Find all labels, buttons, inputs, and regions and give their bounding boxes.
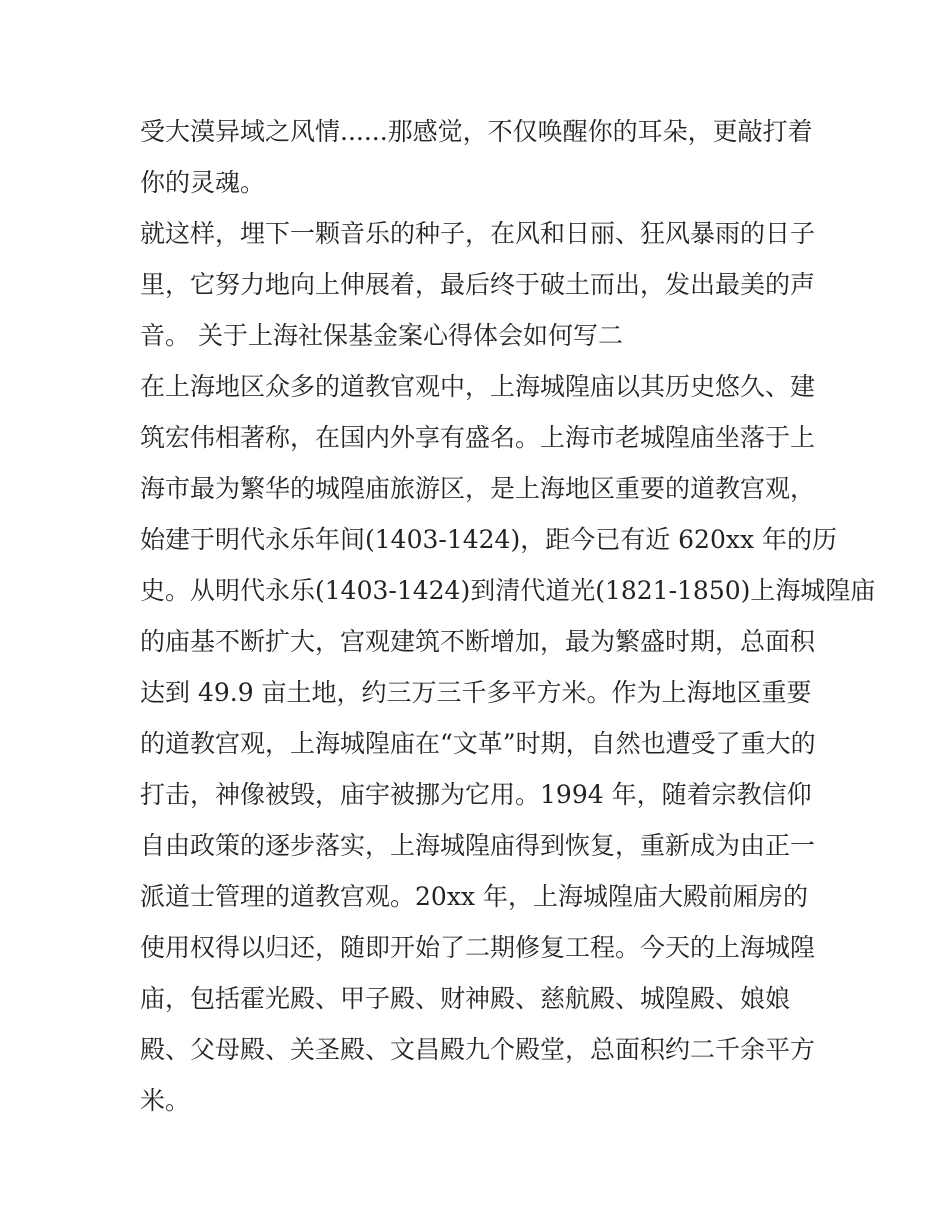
- text-line-2: 你的灵魂。: [140, 168, 266, 197]
- text-line-18: 庙，包括霍光殿、甲子殿、财神殿、慈航殿、城隍殿、娘娘: [140, 984, 791, 1013]
- text-line-3: 就这样，埋下一颗音乐的种子，在风和日丽、狂风暴雨的日子: [140, 219, 816, 248]
- text-line-12: 达到 49.9 亩土地，约三万三千多平方米。作为上海地区重要: [140, 678, 812, 707]
- text-line-11: 的庙基不断扩大，宫观建筑不断增加，最为繁盛时期，总面积: [140, 627, 816, 656]
- text-line-17: 使用权得以归还，随即开始了二期修复工程。今天的上海城隍: [140, 933, 816, 962]
- text-line-9: 始建于明代永乐年间(1403-1424)，距今已有近 620xx 年的历: [140, 525, 838, 554]
- text-line-20: 米。: [140, 1086, 191, 1115]
- text-line-19: 殿、父母殿、关圣殿、文昌殿九个殿堂，总面积约二千余平方: [140, 1035, 816, 1064]
- text-line-15: 自由政策的逐步落实，上海城隍庙得到恢复，重新成为由正一: [140, 831, 816, 860]
- text-line-8: 海市最为繁华的城隍庙旅游区，是上海地区重要的道教宫观，: [140, 474, 816, 503]
- text-line-14: 打击，神像被毁，庙宇被挪为它用。1994 年，随着宗教信仰: [140, 780, 812, 809]
- text-line-6: 在上海地区众多的道教官观中，上海城隍庙以其历史悠久、建: [140, 372, 816, 401]
- text-line-10: 史。从明代永乐(1403-1424)到清代道光(1821-1850)上海城隍庙: [140, 576, 876, 605]
- text-line-1: 受大漠异域之风情......那感觉，不仅唤醒你的耳朵，更敲打着: [140, 117, 813, 146]
- text-line-16: 派道士管理的道教宫观。20xx 年，上海城隍庙大殿前厢房的: [140, 882, 808, 911]
- document-body: [140, 106, 876, 1126]
- text-line-4: 里，它努力地向上伸展着，最后终于破土而出，发出最美的声: [140, 270, 816, 299]
- text-line-13: 的道教宫观，上海城隍庙在“文革”时期，自然也遭受了重大的: [140, 729, 816, 758]
- text-line-7: 筑宏伟相著称，在国内外享有盛名。上海市老城隍庙坐落于上: [140, 423, 816, 452]
- text-line-5: 音。 关于上海社保基金案心得体会如何写二: [140, 321, 623, 350]
